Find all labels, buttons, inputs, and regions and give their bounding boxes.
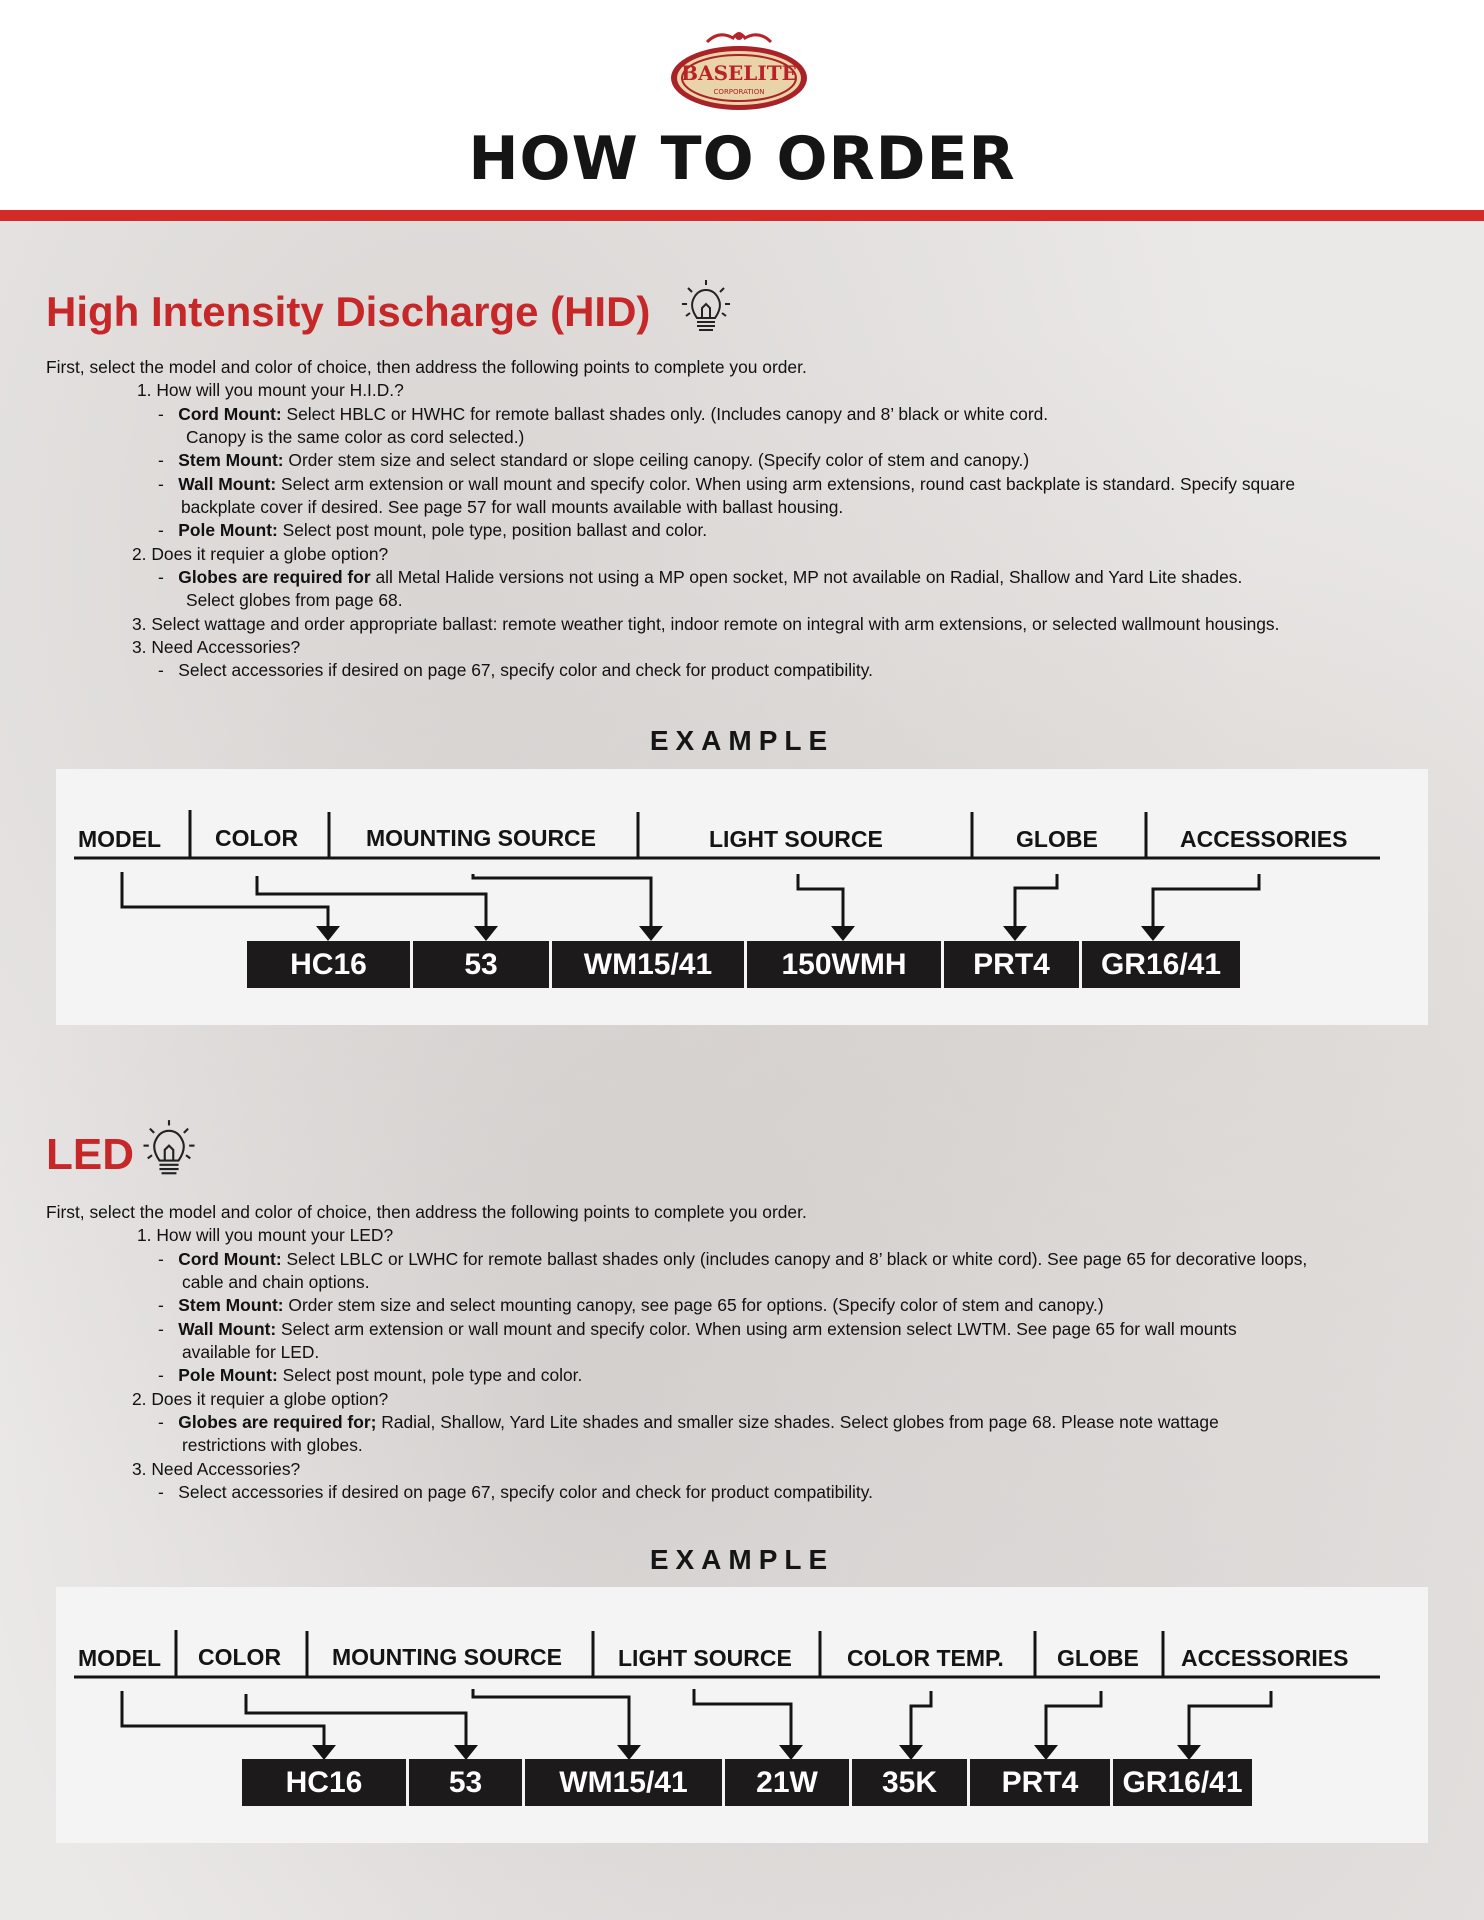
- led-cord-mount-cont: cable and chain options.: [182, 1272, 370, 1292]
- led-question-1: 1. How will you mount your LED?: [137, 1225, 394, 1245]
- hid-code-globe: PRT4: [944, 941, 1079, 988]
- led-code-color-temp: 35K: [852, 1759, 967, 1806]
- hid-cord-mount-cont: Canopy is the same color as cord selected.): [186, 427, 525, 447]
- led-code-mounting: WM15/41: [525, 1759, 722, 1806]
- hid-code-mounting: WM15/41: [552, 941, 744, 988]
- hid-stem-mount: - Stem Mount: Order stem size and select standard or slope ceiling canopy. (Specify color of stem and canopy.): [158, 450, 1030, 470]
- hid-code-color: 53: [413, 941, 549, 988]
- led-globes: - Globes are required for; Radial, Shallow, Yard Lite shades and smaller size shades. Select globes from page 68. Please note wattage: [158, 1412, 1219, 1432]
- hid-col-model: MODEL: [78, 826, 162, 852]
- hid-globes: - Globes are required for all Metal Halide versions not using a MP open socket, MP not available on Radial, Shallow and Yard Lite shades.: [158, 567, 1243, 587]
- hid-col-accessories: ACCESSORIES: [1180, 826, 1348, 852]
- led-question-2: 2. Does it requier a globe option?: [132, 1389, 389, 1409]
- page-title: HOW TO ORDER: [468, 124, 1016, 194]
- led-code-light-source: 21W: [725, 1759, 849, 1806]
- svg-text:BASELITE: BASELITE: [681, 61, 797, 85]
- led-code-color: 53: [409, 1759, 522, 1806]
- led-code-model: HC16: [242, 1759, 406, 1806]
- hid-col-light-source: LIGHT SOURCE: [709, 826, 883, 852]
- hid-cord-mount: - Cord Mount: Select HBLC or HWHC for remote ballast shades only. (Includes canopy and 8’ black or white cord.: [158, 404, 1049, 424]
- hid-wall-mount: - Wall Mount: Select arm extension or wall mount and specify color. When using arm extensions, round cast backplate is standard. Specify square: [158, 474, 1296, 494]
- led-code-globe: PRT4: [970, 1759, 1110, 1806]
- svg-text:CORPORATION: CORPORATION: [713, 88, 765, 96]
- hid-col-mounting-source: MOUNTING SOURCE: [366, 825, 596, 851]
- led-example-title: EXAMPLE: [649, 1544, 835, 1575]
- hid-pole-mount: - Pole Mount: Select post mount, pole type, position ballast and color.: [158, 520, 708, 540]
- led-col-accessories: ACCESSORIES: [1181, 1645, 1349, 1671]
- led-col-model: MODEL: [78, 1645, 162, 1671]
- hid-code-model: HC16: [247, 941, 410, 988]
- led-section-title: LED: [46, 1130, 134, 1179]
- led-cord-mount: - Cord Mount: Select LBLC or LWHC for remote ballast shades only (includes canopy and 8’ black or white cord). See page 65 for decorative loops,: [158, 1249, 1308, 1269]
- led-globes-cont: restrictions with globes.: [182, 1435, 363, 1455]
- hid-example-title: EXAMPLE: [649, 725, 835, 756]
- hid-question-2: 2. Does it requier a globe option?: [132, 544, 389, 564]
- led-accessories: - Select accessories if desired on page 67, specify color and check for product compatibility.: [158, 1482, 873, 1502]
- hid-col-color: COLOR: [215, 825, 299, 851]
- hid-code-accessories: GR16/41: [1082, 941, 1240, 988]
- hid-question-4: 3. Need Accessories?: [132, 637, 301, 657]
- led-col-light-source: LIGHT SOURCE: [618, 1645, 792, 1671]
- led-col-color-temp: COLOR TEMP.: [847, 1645, 1004, 1671]
- led-intro: First, select the model and color of choice, then address the following points to complete you order.: [46, 1202, 807, 1222]
- hid-code-light-source: 150WMH: [747, 941, 941, 988]
- led-wall-mount-cont: available for LED.: [182, 1342, 320, 1362]
- hid-intro: First, select the model and color of choice, then address the following points to complete you order.: [46, 357, 807, 377]
- led-question-3: 3. Need Accessories?: [132, 1459, 301, 1479]
- led-col-globe: GLOBE: [1057, 1645, 1139, 1671]
- led-col-color: COLOR: [198, 1644, 282, 1670]
- hid-accessories: - Select accessories if desired on page 67, specify color and check for product compatibility.: [158, 660, 873, 680]
- led-wall-mount: - Wall Mount: Select arm extension or wall mount and specify color. When using arm extension select LWTM. See page 65 for wall mounts: [158, 1319, 1237, 1339]
- hid-wall-mount-cont: backplate cover if desired. See page 57 for wall mounts available with ballast housing.: [181, 497, 844, 517]
- hid-section-title: High Intensity Discharge (HID): [46, 288, 651, 335]
- hid-question-1: 1. How will you mount your H.I.D.?: [137, 380, 404, 400]
- hid-globes-cont: Select globes from page 68.: [186, 590, 403, 610]
- led-pole-mount: - Pole Mount: Select post mount, pole type and color.: [158, 1365, 583, 1385]
- led-col-mounting-source: MOUNTING SOURCE: [332, 1644, 562, 1670]
- hid-col-globe: GLOBE: [1016, 826, 1098, 852]
- hid-question-3: 3. Select wattage and order appropriate ballast: remote weather tight, indoor remote on integral with arm extensions, or selected wallmount housings.: [132, 614, 1280, 634]
- led-stem-mount: - Stem Mount: Order stem size and select mounting canopy, see page 65 for options. (Specify color of stem and canopy.): [158, 1295, 1104, 1315]
- led-code-accessories: GR16/41: [1113, 1759, 1252, 1806]
